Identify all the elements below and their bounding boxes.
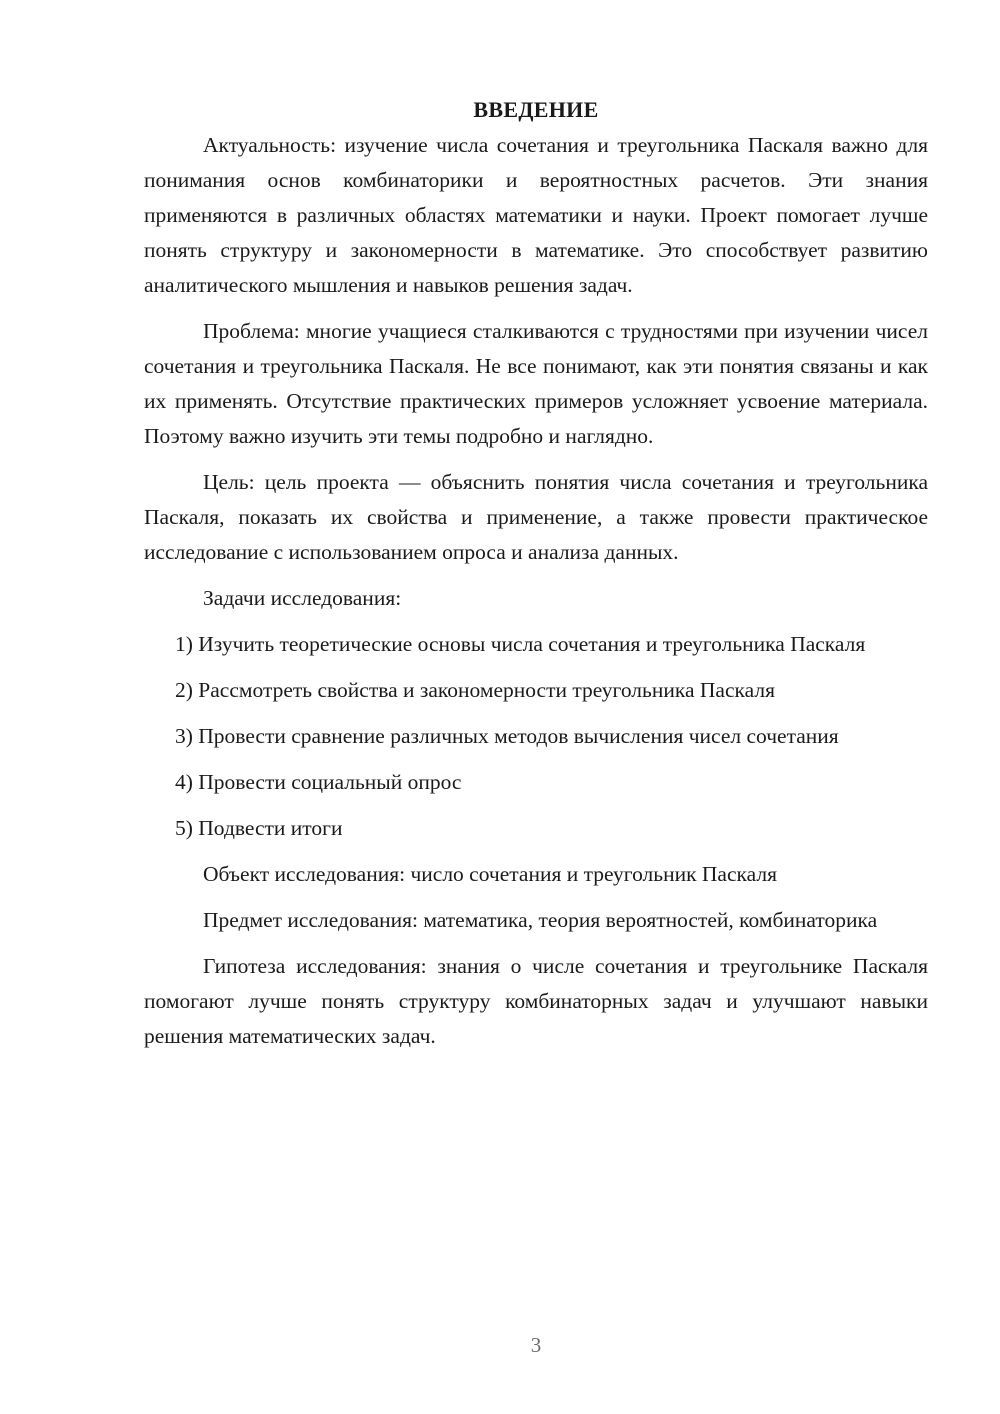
task-item: 4) Провести социальный опрос [175, 770, 462, 794]
task-item: 1) Изучить теоретические основы числа сочетания и треугольника Паскаля [175, 632, 866, 656]
document-page [144, 94, 928, 1065]
task-item: 3) Провести сравнение различных методов вычисления чисел сочетания [175, 724, 839, 748]
research-subject: Предмет исследования: математика, теория вероятностей, комбинаторика [203, 908, 878, 932]
task-item: 5) Подвести итоги [175, 816, 343, 840]
problem-paragraph: Проблема: многие учащиеся сталкиваются с трудностями при изучении чисел сочетания и треугольника Паскаля. Не все понимают, как эти понятия связаны и как их применять. Отсутствие практических примеров усложняет усвоение материала. Поэтому важно изучить эти темы подробно и наглядно. [144, 319, 928, 448]
page-title: ВВЕДЕНИЕ [473, 97, 599, 122]
tasks-heading: Задачи исследования: [203, 586, 402, 610]
relevance-paragraph: Актуальность: изучение числа сочетания и треугольника Паскаля важно для понимания основ комбинаторики и вероятностных расчетов. Эти знания применяются в различных областях математики и науки. Проект помогает лучше понять структуру и закономерности в математике. Это способствует развитию аналитического мышления и навыков решения задач. [144, 133, 928, 297]
research-object: Объект исследования: число сочетания и треугольник Паскаля [203, 862, 777, 886]
task-item: 2) Рассмотреть свойства и закономерности треугольника Паскаля [175, 678, 775, 702]
page-number: 3 [530, 1333, 542, 1357]
research-hypothesis: Гипотеза исследования: знания о числе сочетания и треугольнике Паскаля помогают лучше понять структуру комбинаторных задач и улучшают навыки решения математических задач. [144, 954, 928, 1048]
goal-paragraph: Цель: цель проекта — объяснить понятия числа сочетания и треугольника Паскаля, показать их свойства и применение, а также провести практическое исследование с использованием опроса и анализа данных. [144, 470, 928, 564]
